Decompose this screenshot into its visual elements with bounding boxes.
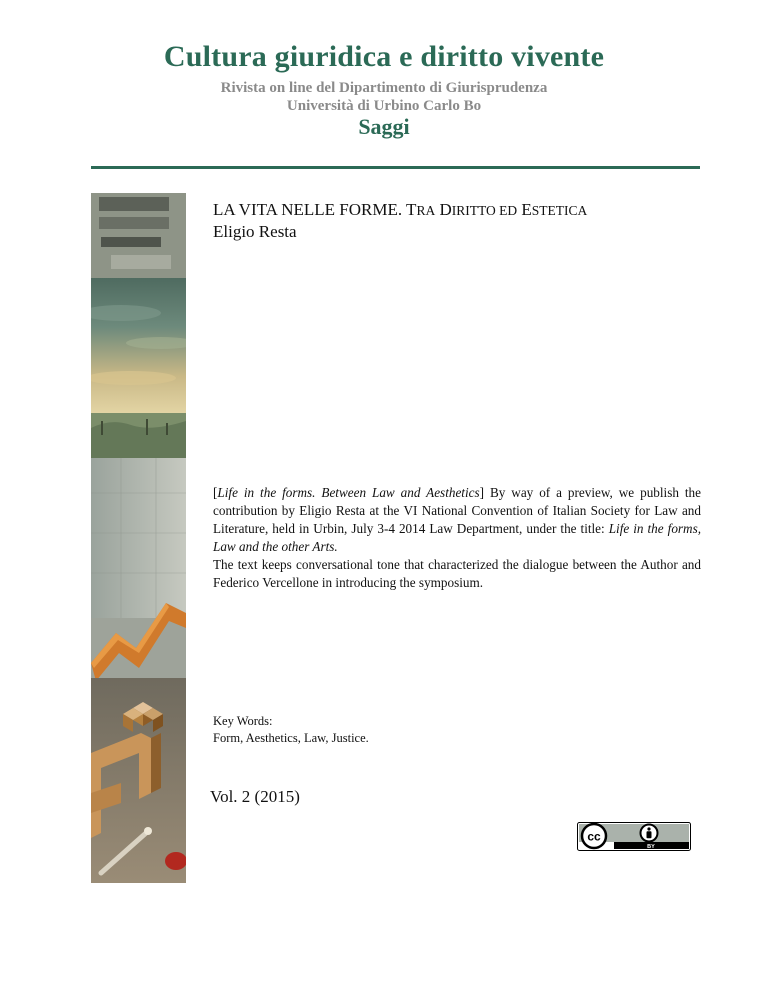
volume-label: Vol. 2 (2015): [210, 787, 300, 806]
abstract: [213, 484, 701, 592]
journal-title: Cultura giuridica e diritto vivente: [163, 40, 605, 73]
keywords: [213, 713, 369, 747]
keywords-label: Key Words:: [213, 714, 273, 728]
journal-subtitle-department: Rivista on line del Dipartimento di Giurisprudenza: [220, 80, 548, 96]
keywords-list: Form, Aesthetics, Law, Justice.: [213, 731, 369, 745]
abstract-paragraph-2: The text keeps conversational tone that characterized the dialogue between the Author and Federico Vercellone in introducing the symposium.: [213, 557, 701, 590]
section-heading: Saggi: [358, 114, 410, 139]
cover-painting-image: [91, 193, 186, 883]
abstract-paragraph: [Life in the forms. Between Law and Aesthetics] By way of a preview, we publish the contribution by Eligio Resta at the VI National Convention of Italian Society for Law and Literature, held in Urbin, July 3-4 2014 Law Department, under the title: Life in the forms, Law and the other Arts.: [213, 485, 701, 554]
header-divider: [91, 166, 700, 169]
attribution-icon: [647, 827, 650, 830]
by-label: BY: [647, 844, 655, 851]
cc-icon: cc: [587, 829, 601, 844]
article-title: LA VITA NELLE FORME. TRA DIRITTO ED ESTETICA: [213, 200, 588, 219]
abstract-english-title: Life in the forms. Between Law and Aesthetics: [217, 485, 480, 500]
cc-by-license-badge[interactable]: [577, 822, 691, 851]
convention-title: Life in the forms, Law and the other Arts.: [213, 521, 701, 554]
article-author: Eligio Resta: [213, 222, 297, 241]
journal-subtitle-university: Università di Urbino Carlo Bo: [286, 98, 482, 114]
